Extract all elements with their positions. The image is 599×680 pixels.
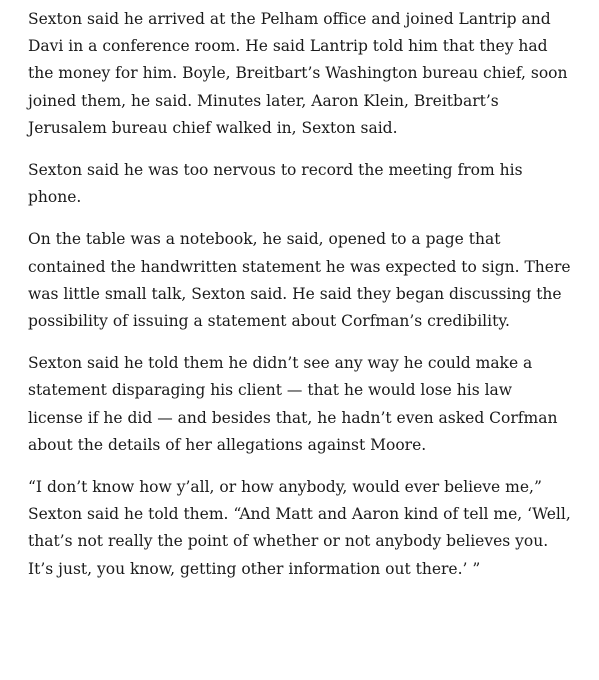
paragraph: Sexton said he was too nervous to record the meeting from his phone. [28,161,523,207]
paragraph: Sexton said he arrived at the Pelham office and joined Lantrip and Davi in a conference room. He said Lantrip told him that they had the money for him. Boyle, Breitbart’s Washington bureau chief, soon joined them, he said. Minutes later, Aaron Klein, Breitbart’s Jerusalem bureau chief walked in, Sexton said. [28,10,568,137]
paragraph: Sexton said he told them he didn’t see any way he could make a statement disparaging his client — that he would lose his law license if he did — and besides that, he hadn’t even asked Corfman about the details of her allegations against Moore. [28,354,558,454]
paragraph: “I don’t know how y’all, or how anybody, would ever believe me,” Sexton said he told them. “And Matt and Aaron kind of tell me, ‘Well, that’s not really the point of whether or not anybody believes you. It’s just, you know, getting other information out there.’ ” [28,478,571,578]
paragraph: On the table was a notebook, he said, opened to a page that contained the handwritten statement he was expected to sign. There was little small talk, Sexton said. He said they began discussing the possibility of issuing a statement about Corfman’s credibility. [28,230,571,331]
